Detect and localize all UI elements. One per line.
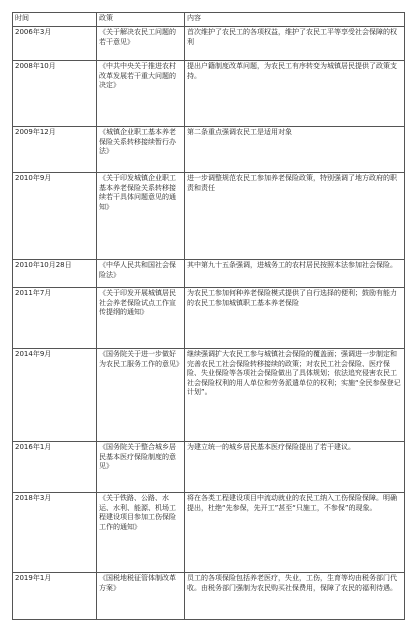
- time-cell: 2006年3月: [13, 27, 97, 61]
- content-cell: 继续强调扩大农民工参与城镇社会保险的覆盖面；强调进一步制定和完善农民工社会保险转移接续的政策；对农民工社会保险、医疗保险、失业保险等各项社会保险做出了具体规划；依法追究侵害农民工社会保险权利的用人单位和劳务派遣单位的权利；实施“全民参保登记计划”。: [185, 349, 405, 442]
- header-time: 时间: [13, 13, 97, 27]
- table-row: [13, 288, 405, 349]
- table-row: [13, 61, 405, 127]
- content-cell: 为农民工参加何种养老保险模式提供了自行选择的便利；鼓励有能力的农民工参加城镇职工基本养老保险: [185, 288, 405, 349]
- content-cell: 其中第九十五条强调，进城务工的农村居民按照本法参加社会保险。: [185, 260, 405, 288]
- table-header-row: [13, 13, 405, 27]
- time-cell: 2014年9月: [13, 349, 97, 442]
- table-row: [13, 27, 405, 61]
- time-cell: 2009年12月: [13, 127, 97, 173]
- table-row: [13, 260, 405, 288]
- policy-table: [12, 12, 405, 620]
- policy-cell: 《关于解决农民工问题的若干意见》: [97, 27, 185, 61]
- policy-document: [12, 12, 404, 620]
- time-cell: 2010年10月28日: [13, 260, 97, 288]
- policy-cell: 《关于印发开展城镇居民社会养老保险试点工作宣传提纲的通知》: [97, 288, 185, 349]
- policy-cell: 《国务院关于整合城乡居民基本医疗保险制度的意见》: [97, 442, 185, 493]
- policy-cell: 《关于铁路、公路、水运、水利、能源、机场工程建设项目参加工伤保险工作的通知》: [97, 493, 185, 573]
- content-cell: 将在各类工程建设项目中流动就业的农民工纳入工伤保险保障。明确提出，杜绝“先参保，先开工”甚至“只施工，不参保”的现象。: [185, 493, 405, 573]
- time-cell: 2018年3月: [13, 493, 97, 573]
- policy-cell: 《关于印发城镇企业职工基本养老保险关系转移接续若干具体问题意见的通知》: [97, 173, 185, 260]
- time-cell: 2008年10月: [13, 61, 97, 127]
- content-cell: 首次维护了农民工的各项权益，维护了农民工平等享受社会保障的权利: [185, 27, 405, 61]
- time-cell: 2016年1月: [13, 442, 97, 493]
- time-cell: 2019年1月: [13, 573, 97, 620]
- table-row: [13, 173, 405, 260]
- policy-cell: 《中共中央关于推进农村改革发展若干重大问题的决定》: [97, 61, 185, 127]
- policy-cell: 《城镇企业职工基本养老保险关系转移接续暂行办法》: [97, 127, 185, 173]
- content-cell: 为建立统一的城乡居民基本医疗保险提出了若干建议。: [185, 442, 405, 493]
- table-row: [13, 493, 405, 573]
- time-cell: 2011年7月: [13, 288, 97, 349]
- policy-cell: 《国务院关于进一步做好为农民工服务工作的意见》: [97, 349, 185, 442]
- content-cell: 进一步调整规范农民工参加养老保险政策，特别强调了地方政府的职责和责任: [185, 173, 405, 260]
- policy-cell: 《国税地税征管体制改革方案》: [97, 573, 185, 620]
- table-row: [13, 349, 405, 442]
- policy-cell: 《中华人民共和国社会保险法》: [97, 260, 185, 288]
- table-row: [13, 573, 405, 620]
- table-row: [13, 127, 405, 173]
- content-cell: 员工的各项保险包括养老医疗，失业，工伤，生育等均由税务部门代收。由税务部门强制为农民购买社保费用，保障了农民的福利待遇。: [185, 573, 405, 620]
- time-cell: 2010年9月: [13, 173, 97, 260]
- content-cell: 提出户籍制度改革问题，为农民工有序转变为城镇居民提供了政策支持。: [185, 61, 405, 127]
- content-cell: 第二条重点强调农民工是适用对象: [185, 127, 405, 173]
- header-content: 内容: [185, 13, 405, 27]
- table-row: [13, 442, 405, 493]
- header-policy: 政策: [97, 13, 185, 27]
